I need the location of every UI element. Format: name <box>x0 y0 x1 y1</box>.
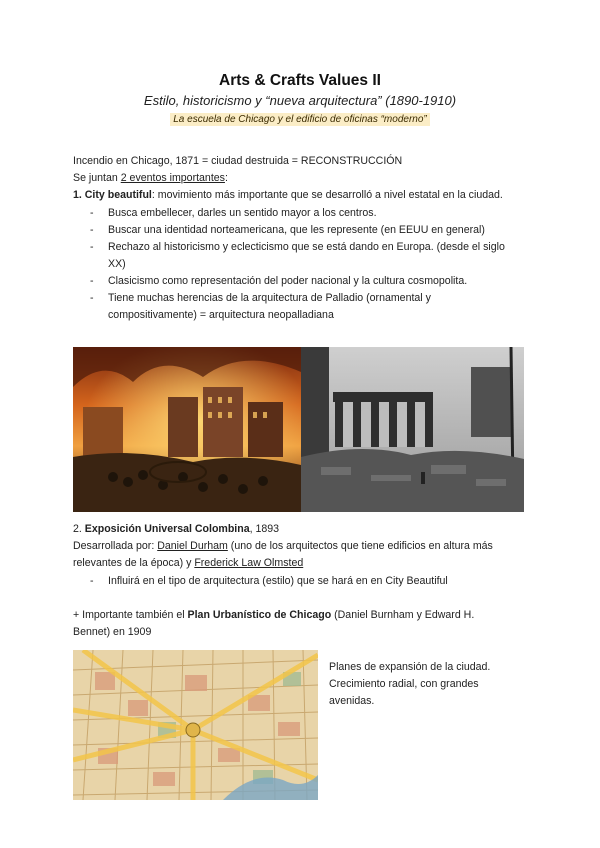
developed-by-line: Desarrollada por: Daniel Durham (uno de los arquitectos que tiene edificios en altura más <box>73 540 493 552</box>
bullet-dash: - <box>90 207 94 219</box>
exposition-name: Exposición Universal Colombina <box>84 523 250 535</box>
events-link[interactable]: 2 eventos importantes <box>120 172 225 184</box>
bullet-item: Busca embellecer, darles un sentido mayor a los centros. <box>108 207 377 219</box>
plan-side-text-2: Crecimiento radial, con grandes <box>329 678 479 690</box>
highlight-text: La escuela de Chicago y el edificio de oficinas “moderno” <box>170 113 429 126</box>
page-subtitle: Estilo, historicismo y “nueva arquitectura” (1890-1910) <box>143 93 457 108</box>
bullet-dash: - <box>90 224 94 236</box>
page-title: Arts & Crafts Values II <box>219 72 381 89</box>
bullet-dash: - <box>90 275 94 287</box>
bullet-dash: - <box>90 575 94 587</box>
developed-by-line-2: relevantes de la época) y Frederick Law Olmsted <box>73 557 304 569</box>
olmsted-link[interactable]: Frederick Law Olmsted <box>194 557 304 569</box>
daniel-durham-link[interactable]: Daniel Durham <box>157 540 228 552</box>
exposition-heading: 2. Exposición Universal Colombina, 1893 <box>73 523 280 535</box>
bullet-item: Clasicismo como representación del poder nacional y la cultura cosmopolita. <box>108 275 468 287</box>
bullet-item-cont: compositivamente) = arquitectura neopalladiana <box>108 309 334 321</box>
bullet-item: Tiene muchas herencias de la arquitectura de Palladio (ornamental y <box>108 292 431 304</box>
city-beautiful-label: 1. City beautiful <box>73 189 152 201</box>
bullet-item-cont: XX) <box>108 258 126 270</box>
plan-side-text-3: avenidas. <box>329 695 375 707</box>
events-line: Se juntan 2 eventos importantes: <box>73 172 228 184</box>
chicago-plan-illustration <box>73 650 318 800</box>
bullet-item: Buscar una identidad norteamericana, que les represente (en EEUU en general) <box>108 224 485 236</box>
fire-line: Incendio en Chicago, 1871 = ciudad destruida = RECONSTRUCCIÓN <box>73 155 403 167</box>
bullet-dash: - <box>90 292 94 304</box>
chicago-ruins-photo <box>301 347 524 512</box>
plan-name: Plan Urbanístico de Chicago <box>187 609 332 621</box>
plan-heading-2: Bennet) en 1909 <box>73 626 152 638</box>
highlighted-subheading <box>0 109 600 127</box>
bullet-dash: - <box>90 241 94 253</box>
city-beautiful-line: 1. City beautiful: movimiento más importante que se desarrolló a nivel estatal en la ciudad. <box>73 189 503 201</box>
plan-heading: + Importante también el Plan Urbanístico de Chicago (Daniel Burnham y Edward H. <box>73 609 475 621</box>
bullet-item: Rechazo al historicismo y eclecticismo que se está dando en Europa. (desde el siglo <box>108 241 505 253</box>
chicago-fire-painting <box>73 347 301 512</box>
bullet-item: Influirá en el tipo de arquitectura (estilo) que se hará en en City Beautiful <box>108 575 448 587</box>
plan-side-text-1: Planes de expansión de la ciudad. <box>329 661 491 673</box>
